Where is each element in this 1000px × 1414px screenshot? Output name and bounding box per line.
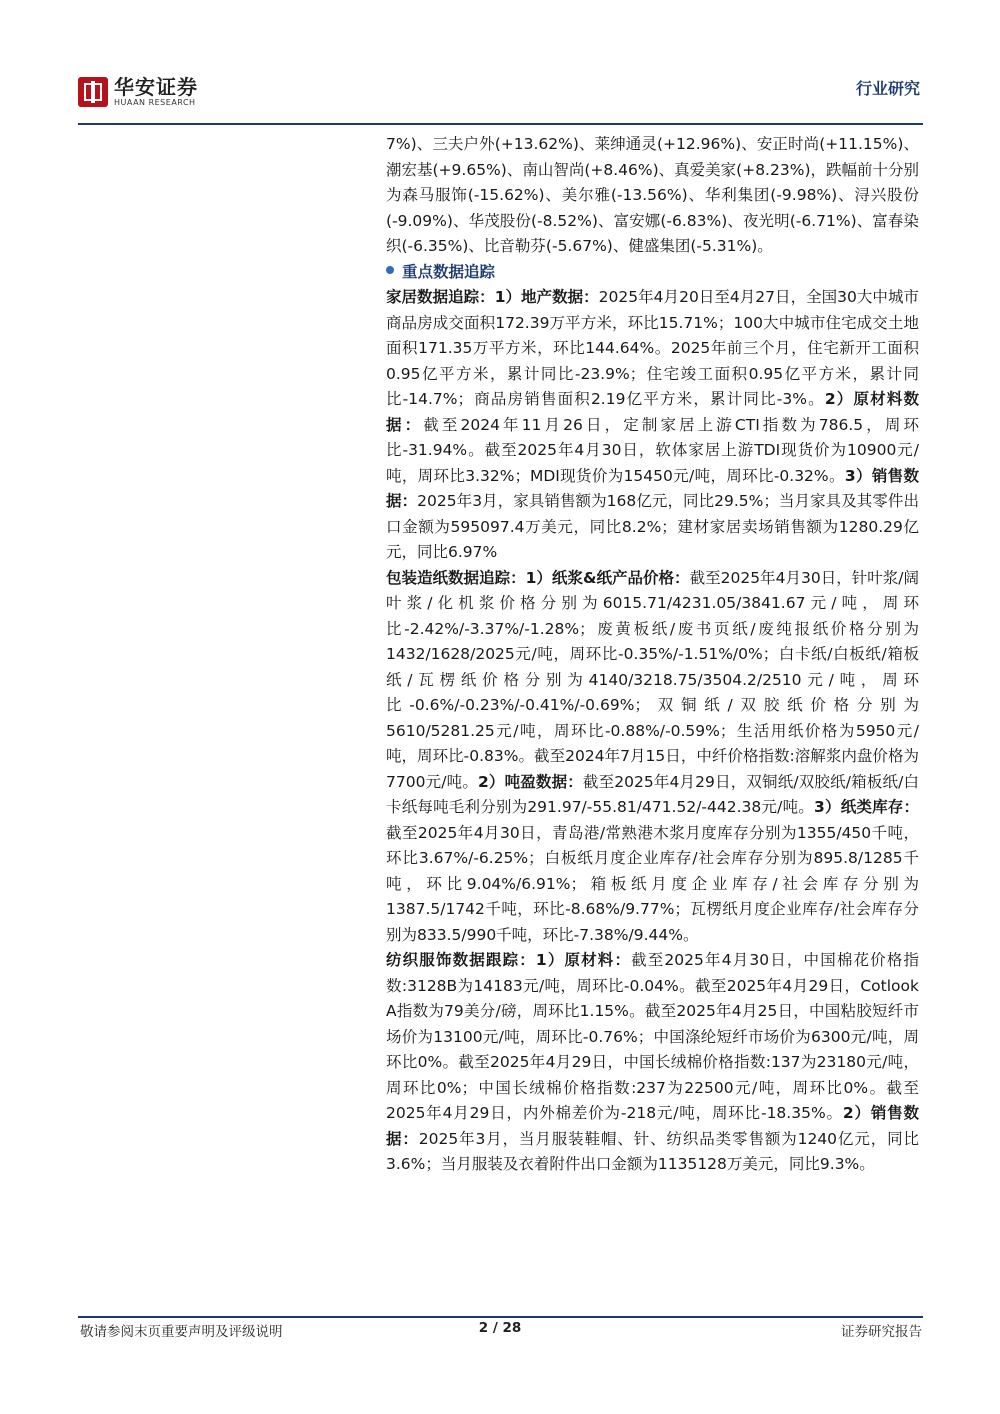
home-label-3: 3）销售数据： (386, 466, 919, 510)
main-content (386, 132, 919, 1178)
textile-text-2: 2025年3月，当月服装鞋帽、针、纺织品类零售额为1240亿元，同比3.6%；当月服装及衣着附件出口金额为1135128万美元，同比9.3%。 (386, 1129, 919, 1173)
footer-divider (78, 1316, 923, 1318)
paper-label-1: 1）纸浆&纸产品价格： (525, 568, 690, 587)
page-number: 2 / 28 (478, 1320, 522, 1336)
home-label-2: 2）原材料数据： (386, 390, 919, 434)
section-heading (386, 260, 919, 286)
footer-disclaimer: 敬请参阅末页重要声明及评级说明 (80, 1324, 283, 1340)
home-text-1: 2025年4月20日至4月27日，全国30大中城市商品房成交面积172.39万平方米，环比15.71%；100大中城市住宅成交土地面积171.35万平方米，环比144.64%。2025年前三个月，住宅新开工面积0.95亿平方米，累计同比-23.9%；住宅竣工面积0.95亿平方米，累计同比-14.7%；商品房销售面积2.19亿平方米，累计同比-3%。 (386, 288, 919, 408)
textile-data-paragraph (386, 948, 919, 1178)
intro-paragraph: 7%)、三夫户外(+13.62%)、莱绅通灵(+12.96%)、安正时尚(+11.15%)、潮宏基(+9.65%)、南山智尚(+8.46%)、真爱美家(+8.23%)，跌幅前十分别为森马服饰(-15.62%)、美尔雅(-13.56%)、华利集团(-9.98%)、浔兴股份(-9.09%)、华茂股份(-8.52%)、富安娜(-6.83%)、夜光明(-6.71%)、富春染织(-6.35%)、比音勒芬(-5.67%)、健盛集团(-5.31%)。 (386, 135, 919, 255)
page-header (78, 76, 920, 120)
paper-label-3: 3）纸类库存： (814, 798, 919, 816)
section-title: 重点数据追踪 (402, 262, 496, 281)
paper-data-paragraph (386, 566, 919, 949)
company-logo (78, 76, 198, 108)
paper-lead: 包装造纸数据追踪： (386, 568, 526, 587)
textile-lead: 纺织服饰数据跟踪： (386, 951, 536, 969)
paper-text-2: 截至2025年4月29日，双铜纸/双胶纸/箱板纸/白卡纸每吨毛利分别为291.97/-55.81/471.52/-442.38元/吨。 (386, 772, 919, 816)
bullet-dot-icon (386, 266, 394, 274)
home-text-3: 2025年3月，家具销售额为168亿元，同比29.5%；当月家具及其零件出口金额为595097.4万美元，同比8.2%；建材家居卖场销售额为1280.29亿元，同比6.97% (386, 492, 919, 561)
header-divider (78, 123, 923, 125)
report-type: 证券研究报告 (841, 1324, 922, 1340)
logo-seal-icon (78, 77, 108, 107)
home-data-paragraph (386, 285, 919, 566)
home-text-2: 截至2024年11月26日，定制家居上游CTI指数为786.5，周环比-31.94%。截至2025年4月30日，软体家居上游TDI现货价为10900元/吨，周环比3.32%；MDI现货价为15450元/吨，周环比-0.32%。 (386, 415, 919, 485)
logo-name-cn: 华安证券 (114, 75, 198, 99)
textile-label-1: 1）原材料： (535, 951, 632, 969)
home-lead: 家居数据追踪： (386, 288, 495, 306)
section-label: 行业研究 (855, 79, 920, 98)
logo-name-en: HUAAN RESEARCH (114, 98, 196, 107)
paper-text-3: 截至2025年4月30日，青岛港/常熟港木浆月度库存分别为1355/450千吨，环比3.67%/-6.25%；白板纸月度企业库存/社会库存分别为895.8/1285千吨，环比9.04%/6.91%；箱板纸月度企业库存/社会库存分别为1387.5/1742千吨，环比-8.68%/9.77%；瓦楞纸月度企业库存/社会库存分别为833.5/990千吨，环比-7.38%/9.44%。 (386, 823, 919, 944)
textile-text-1: 截至2025年4月30日，中国棉花价格指数:3128B为14183元/吨，周环比-0.04%。截至2025年4月29日，Cotlook A指数为79美分/磅，周环比1.15%。截至2025年4月25日，中国粘胶短纤市场价为13100元/吨，周环比-0.76%；中国涤纶短纤市场价为6300元/吨，周环比0%。截至2025年4月29日，中国长绒棉价格指数:137为23180元/吨，周环比0%；中国长绒棉价格指数:237为22500元/吨，周环比0%。截至2025年4月29日，内外棉差价为-218元/吨，周环比-18.35%。 (386, 951, 919, 1122)
paper-text-1: 截至2025年4月30日，针叶浆/阔叶浆/化机浆价格分别为6015.71/4231.05/3841.67元/吨，周环比-2.42%/-3.37%/-1.28%；废黄板纸/废书页纸/废纯报纸价格分别为1432/1628/2025元/吨，周环比-0.35%/-1.51%/0%；白卡纸/白板纸/箱板纸/瓦楞纸价格分别为4140/3218.75/3504.2/2510元/吨，周环比-0.6%/-0.23%/-0.41%/-0.69%；双铜纸/双胶纸价格分别为5610/5281.25元/吨，周环比-0.88%/-0.59%；生活用纸价格为5950元/吨，周环比-0.83%。截至2024年7月15日，中纤价格指数:溶解浆内盘价格为7700元/吨。 (386, 568, 919, 791)
paper-label-2: 2）吨盈数据： (477, 772, 583, 791)
home-label-1: 1）地产数据： (494, 288, 599, 306)
textile-label-2: 2）销售数据： (386, 1104, 919, 1148)
